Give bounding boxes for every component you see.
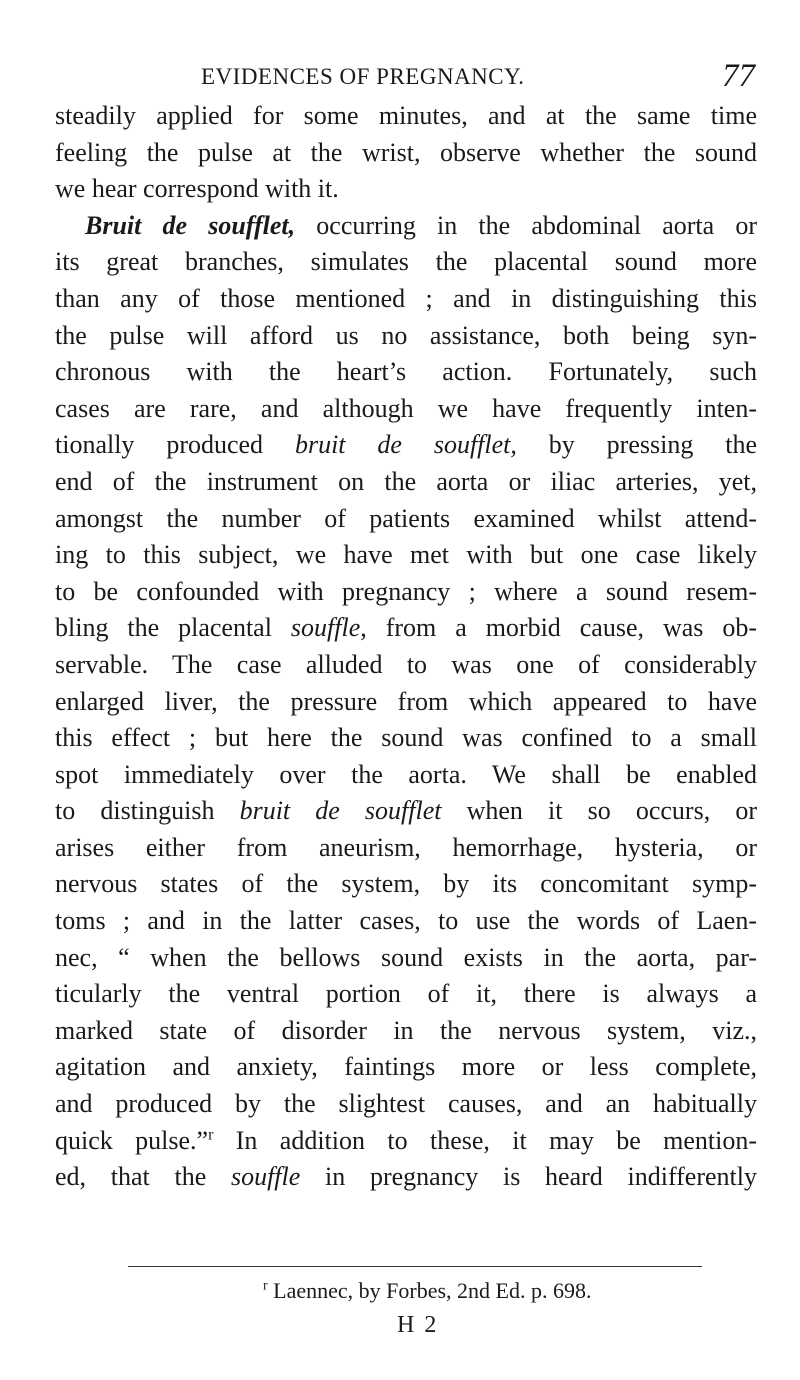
text-segment: agitation and anxiety, faintings more or less complete, xyxy=(55,1052,757,1082)
text-segment: quick pulse.” xyxy=(55,1125,209,1155)
text-segment: feeling the pulse at the wrist, observe whether the sound xyxy=(55,137,757,167)
text-line xyxy=(55,793,757,830)
text-segment: bling the placental xyxy=(55,613,291,643)
text-segment: souffle xyxy=(230,1162,301,1192)
text-line xyxy=(55,391,757,428)
text-segment: the pulse will afford us no assistance, both being syn- xyxy=(55,320,757,350)
text-segment: to be confounded with pregnancy ; where a sound resem- xyxy=(55,576,757,606)
text-segment: occurring in the abdominal aorta or xyxy=(295,210,757,240)
page-header xyxy=(0,58,800,98)
text-line xyxy=(55,1123,757,1160)
page-number: 77 xyxy=(722,58,755,94)
text-line xyxy=(55,537,757,574)
text-segment: tionally produced xyxy=(55,430,295,460)
text-segment: from a morbid cause, was ob- xyxy=(366,613,757,643)
text-segment: arises either from aneurism, hemorrhage, hysteria, or xyxy=(55,832,757,862)
text-segment: spot immediately over the aorta. We shall be enabled xyxy=(55,759,757,789)
footnote-divider xyxy=(128,1266,702,1267)
text-segment: its great branches, simulates the placental sound more xyxy=(55,247,757,277)
text-line xyxy=(55,501,757,538)
text-segment: toms ; and in the latter cases, to use the words of Laen- xyxy=(55,906,757,936)
text-line xyxy=(55,464,757,501)
footnote-mark: r xyxy=(263,1278,268,1294)
text-segment: souffle, xyxy=(290,613,367,643)
text-segment: nervous states of the system, by its concomitant symp- xyxy=(55,869,757,899)
text-segment: Bruit de soufflet, xyxy=(85,210,296,240)
footnote xyxy=(263,1278,592,1304)
text-line xyxy=(55,208,757,245)
running-head: EVIDENCES OF PREGNANCY. xyxy=(201,64,525,89)
text-line xyxy=(55,940,757,977)
text-line xyxy=(55,1013,757,1050)
text-segment: this effect ; but here the sound was confined to a small xyxy=(55,723,757,753)
text-segment: servable. The case alluded to was one of considerably xyxy=(55,649,757,679)
text-segment: when it so occurs, or xyxy=(441,796,757,826)
text-line xyxy=(55,830,757,867)
text-segment: bruit de soufflet xyxy=(239,796,442,826)
text-line xyxy=(55,1086,757,1123)
text-segment: amongst the number of patients examined whilst attend- xyxy=(55,503,757,533)
text-segment: in pregnancy is heard indifferently xyxy=(300,1162,757,1192)
text-line xyxy=(55,684,757,721)
text-segment: ing to this subject, we have met with but one case likely xyxy=(55,540,757,570)
text-segment: bruit de soufflet, xyxy=(294,430,517,460)
text-line xyxy=(55,720,757,757)
text-segment: to distinguish xyxy=(55,796,240,826)
text-segment: ed, that the xyxy=(55,1162,231,1192)
text-segment: marked state of disorder in the nervous system, viz., xyxy=(55,1015,757,1045)
text-line xyxy=(55,281,757,318)
text-line xyxy=(55,1159,757,1196)
signature-mark: H 2 xyxy=(397,1312,439,1338)
footnote-reference: r xyxy=(208,1125,214,1143)
text-line xyxy=(55,135,757,172)
text-line xyxy=(55,903,757,940)
footnote-text: Laennec, by Forbes, 2nd Ed. p. 698. xyxy=(267,1278,592,1303)
text-segment: cases are rare, and although we have frequently inten- xyxy=(55,393,757,423)
text-line xyxy=(55,866,757,903)
text-segment: steadily applied for some minutes, and at the same time xyxy=(55,101,757,130)
text-line xyxy=(55,427,757,464)
text-segment: ticularly the ventral portion of it, there is always a xyxy=(55,979,757,1009)
text-segment: nec, “ when the bellows sound exists in the aorta, par- xyxy=(55,942,757,972)
text-line xyxy=(55,318,757,355)
text-line xyxy=(55,171,757,208)
text-line xyxy=(55,757,757,794)
text-line xyxy=(55,976,757,1013)
text-segment: by pressing the xyxy=(516,430,757,460)
text-segment: In addition to these, it may be mention- xyxy=(213,1125,757,1155)
text-line xyxy=(55,1049,757,1086)
body-text xyxy=(55,98,757,1196)
text-line xyxy=(55,98,757,135)
text-segment: enlarged liver, the pressure from which appeared to have xyxy=(55,686,757,716)
text-segment: than any of those mentioned ; and in distinguishing this xyxy=(55,283,757,313)
text-segment: end of the instrument on the aorta or iliac arteries, yet, xyxy=(55,466,757,496)
text-segment: we hear correspond with it. xyxy=(55,174,339,204)
text-line xyxy=(55,354,757,391)
text-segment: and produced by the slightest causes, and an habitually xyxy=(55,1089,757,1119)
text-segment: chronous with the heart’s action. Fortunately, such xyxy=(55,357,757,387)
text-line xyxy=(55,244,757,281)
text-line xyxy=(55,574,757,611)
text-line xyxy=(55,647,757,684)
text-line xyxy=(55,610,757,647)
